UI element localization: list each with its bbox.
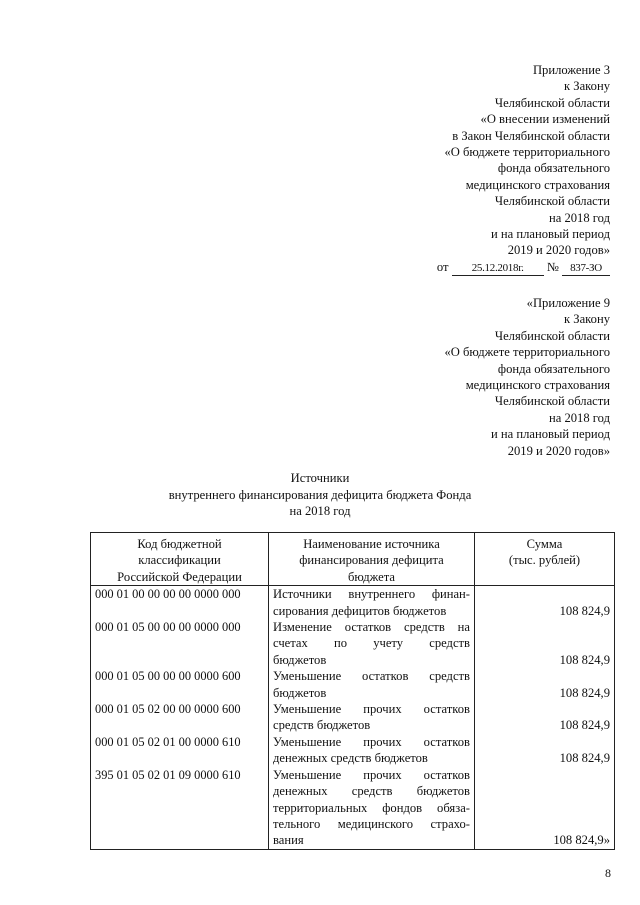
law-date-number-line (437, 260, 610, 276)
header-line: «О бюджете территориального (444, 145, 610, 160)
law-number: 837-ЗО (562, 262, 610, 276)
row-name-line: бюджетов (273, 652, 327, 667)
header-name-line: бюджета (348, 569, 395, 584)
table-header-row (91, 533, 615, 586)
table-row (91, 619, 615, 668)
row-code: 000 01 05 02 01 00 0000 610 (91, 734, 269, 767)
row-code: 395 01 05 02 01 09 0000 610 (91, 767, 269, 850)
header-amount (475, 533, 615, 586)
row-amount: 108 824,9 (475, 619, 615, 668)
title-line: на 2018 год (289, 504, 351, 518)
header-line: фонда обязательного (497, 161, 610, 176)
header-code-line: Код бюджетной (137, 537, 222, 551)
row-code: 000 01 00 00 00 00 0000 000 (91, 586, 269, 619)
row-name (269, 767, 475, 850)
from-label: от (436, 260, 449, 274)
row-name-line: тельного медицинского страхо- (273, 816, 470, 831)
row-name (269, 734, 475, 767)
row-amount: 108 824,9» (475, 767, 615, 850)
header-line: на 2018 год (548, 410, 610, 425)
row-name-line: Уменьшение прочих остатков (273, 767, 470, 782)
law-date: 25.12.2018г. (452, 262, 544, 276)
table-row (91, 668, 615, 701)
row-name (269, 619, 475, 668)
row-name-line: Источники внутреннего финан- (273, 587, 470, 602)
header-name (269, 533, 475, 586)
row-name-line: счетах по учету средств (273, 636, 470, 651)
row-name-line: Уменьшение прочих остатков (273, 734, 470, 749)
header-line: 2019 и 2020 годов» (507, 243, 610, 258)
header-line: Челябинской области (494, 328, 610, 343)
title-line: внутреннего финансирования дефицита бюджета Фонда (168, 487, 472, 502)
header-line: медицинского страхования (465, 378, 610, 393)
appendix-9-header (444, 295, 610, 459)
row-name (269, 701, 475, 734)
header-line: и на плановый период (490, 227, 610, 242)
row-name-line: территориальных фондов обяза- (273, 800, 470, 815)
row-name-line: вания (273, 833, 304, 848)
row-code: 000 01 05 00 00 00 0000 600 (91, 668, 269, 701)
row-amount: 108 824,9 (475, 734, 615, 767)
header-line: к Закону (564, 79, 610, 94)
row-amount: 108 824,9 (475, 701, 615, 734)
number-label: № (546, 260, 559, 274)
header-line: Челябинской области (494, 95, 610, 110)
row-name (269, 586, 475, 619)
header-line: фонда обязательного (497, 361, 610, 376)
row-name-line: Уменьшение остатков средств (273, 669, 470, 684)
header-code-line: Российской Федерации (117, 569, 242, 584)
table-row (91, 767, 615, 850)
header-line: в Закон Челябинской области (452, 128, 610, 143)
header-line: Челябинской области (494, 394, 610, 409)
table-row (91, 734, 615, 767)
header-line: «О внесении изменений (480, 112, 610, 127)
header-amount-line: Сумма (526, 537, 563, 551)
row-name-line: денежных средств бюджетов (273, 784, 470, 799)
row-name (269, 668, 475, 701)
page-number: 8 (605, 866, 611, 880)
row-name-line: Уменьшение прочих остатков (273, 702, 470, 717)
header-line: «Приложение 9 (526, 296, 610, 310)
header-line: Челябинской области (494, 194, 610, 209)
row-name-line: Изменение остатков средств на (273, 620, 470, 635)
table-row (91, 701, 615, 734)
table-row (91, 586, 615, 619)
row-amount: 108 824,9 (475, 668, 615, 701)
row-name-line: сирования дефицитов бюджетов (273, 603, 447, 618)
document-title (0, 470, 640, 520)
header-line: на 2018 год (548, 210, 610, 225)
row-amount: 108 824,9 (475, 586, 615, 619)
header-line: 2019 и 2020 годов» (507, 443, 610, 458)
row-code: 000 01 05 00 00 00 0000 000 (91, 619, 269, 668)
row-code: 000 01 05 02 00 00 0000 600 (91, 701, 269, 734)
financing-sources-table (90, 532, 615, 850)
header-line: Приложение 3 (532, 63, 610, 77)
header-code-line: классификации (138, 553, 221, 568)
header-line: «О бюджете территориального (444, 345, 610, 360)
row-name-line: бюджетов (273, 685, 327, 700)
header-line: и на плановый период (490, 427, 610, 442)
row-name-line: средств бюджетов (273, 718, 371, 733)
header-line: к Закону (564, 312, 610, 327)
title-line: Источники (290, 471, 350, 485)
header-line: медицинского страхования (465, 177, 610, 192)
header-name-line: финансирования дефицита (299, 553, 444, 568)
header-amount-line: (тыс. рублей) (508, 553, 581, 568)
appendix-3-header (444, 62, 610, 259)
row-name-line: денежных средств бюджетов (273, 751, 428, 766)
header-name-line: Наименование источника (303, 537, 440, 551)
header-code (91, 533, 269, 586)
